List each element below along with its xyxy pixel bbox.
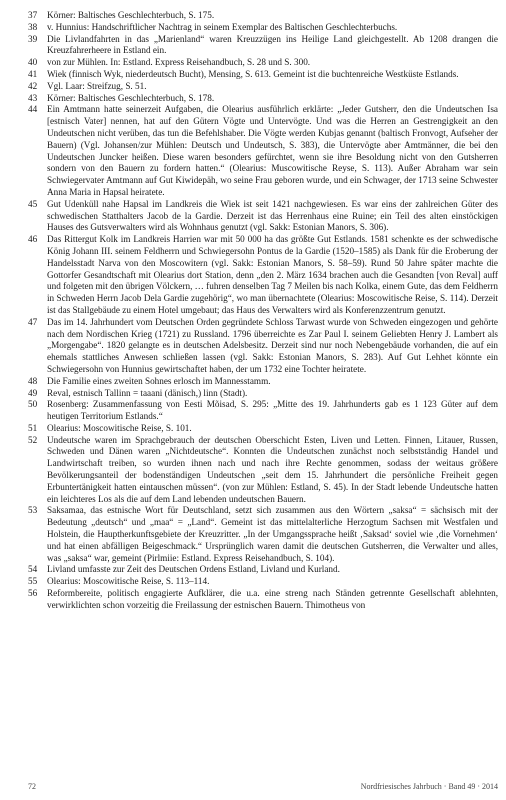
- endnote-number: 41: [28, 68, 38, 79]
- endnote-number: 40: [28, 57, 38, 68]
- endnote-text: Saksamaa, das estnische Wort für Deutschland, setzt sich zusammen aus den Wörtern „saksa“ = sächsisch mit der Bedeutung „deutsch“ und „maa“ = „Land“. Gemeint ist das mittelalterliche Herzogtum Sachsen mit Westfalen und Holstein, die Hauptherkunftsgebiete der Kreuzritter. „In der Umgangssprache heißt ‚Saksad‘ soviel wie ‚die Vornehmen‘ und hat einen abfälligen Beigeschmack.“ Ursprünglich waren damit die deutschen Gutsherren, die Verwalter und alles, was „saksa“ war, gemeint (Pirlmiie: Estland. Express Reisehandbuch, S. 104).: [47, 505, 498, 563]
- endnote-text: Olearius: Moscowitische Reise, S. 101.: [47, 422, 192, 433]
- endnote-51: [28, 423, 498, 435]
- endnote-number: 55: [28, 576, 38, 587]
- endnote-text: Das Rittergut Kolk im Landkreis Harrien war mit 50 000 ha das größte Gut Estlands. 1581 schenkte es der schwedische König Johann III. seinem Feldherrn und Schwiegersohn Pontus de la Gardie (1520–1585) als Dank für die Eroberung der Handelsstadt Narva von den Moscowitern (vgl. Sakk: Estonian Manors, S. 58–59). Rund 50 Jahre später machte die Gottorfer Gesandtschaft mit Olearius dort Station, denn „den 2. März 1634 brachen auch die Gesandten [von Reval] auff und folgeten mit den übrigen Völckern, … fuhren denselben Tag 7 Meilen bis nach Kolka, einem Gute, das dem Feldherrn in Schweden Herrn Jacob Dela Gardie zugehörig“, wo man übernachtete (Olearius: Moscowitische Reise, S. 114). Derzeit ist das Stallgebäude zu einem Hotel umgebaut; das Haus des Verwalters wird als Konferenzzentrum genutzt.: [47, 234, 498, 315]
- endnote-text: Das im 14. Jahrhundert vom Deutschen Orden gegründete Schloss Tarwast wurde von Schweden eingezogen und gehörte nach dem Nordischen Krieg (1721) zu Russland. 1796 überreichte es Zar Paul I. seinem Geliebten Henry J. Lambert als „Morgengabe“. 1820 gelangte es in deutschen Adelsbesitz. Derzeit sind nur noch Nebengebäude vorhanden, die auf ein ehemals stattliches Anwesen schließen lassen (vgl. Sakk: Estonian Manors, S. 283). Auf Gut Lehhet könnte ein Schwiegersohn von Hunnius gewirtschaftet haben, der um 1732 eine Tochter heiratete.: [47, 316, 498, 374]
- endnote-number: 45: [28, 198, 38, 209]
- endnote-number: 56: [28, 588, 38, 599]
- endnote-text: Vgl. Laar: Streifzug, S. 51.: [47, 80, 147, 91]
- endnote-50: [28, 399, 498, 423]
- endnote-49: [28, 388, 498, 400]
- endnote-40: [28, 57, 498, 69]
- endnote-47: [28, 317, 498, 376]
- endnote-number: 43: [28, 92, 38, 103]
- endnote-text: Undeutsche waren im Sprachgebrauch der deutschen Oberschicht Esten, Liven und Letten. Finnen, Litauer, Russen, Schweden und Dänen waren „Nichtdeutsche“. Konnten die Undeutschen zunächst noch selbstständig Handel und Landwirtschaft treiben, so wurden ihnen nach und nach ihre Rechte genommen, sodass der weitaus größere Bevölkerungsanteil der bodenständigen Undeutschen „seit dem 15. Jahrhundert die persönliche Freiheit gegen Erbuntertänigkeit hatten eintauschen müssen“. (von zur Mühlen: Estland, S. 45). In der Stadt lebende Undeutsche hatten ein leichteres Los als die auf dem Land lebenden undeutschen Bauern.: [47, 434, 498, 504]
- endnote-41: [28, 69, 498, 81]
- endnote-number: 44: [28, 104, 38, 115]
- endnote-number: 52: [28, 434, 38, 445]
- endnote-48: [28, 376, 498, 388]
- endnote-text: von zur Mühlen. In: Estland. Express Reisehandbuch, S. 28 und S. 300.: [47, 57, 311, 68]
- page-number: 72: [28, 782, 36, 791]
- endnote-45: [28, 199, 498, 234]
- endnote-text: Gut Udenküll nahe Hapsal im Landkreis die Wiek ist seit 1421 nachgewiesen. Es war eins der zahlreichen Güter des schwedischen Statthalters Jacob de la Gardie. Derzeit ist das Herrenhaus eine Ruine; ein Teil des alten einstöckigen Hauses des Gutsverwalters wird als Wohnhaus genutzt (vgl. Sakk: Estonian Manors, S. 306).: [47, 198, 498, 233]
- journal-reference: Nordfriesisches Jahrbuch · Band 49 · 2014: [360, 782, 498, 791]
- endnote-54: [28, 564, 498, 576]
- endnote-number: 49: [28, 387, 38, 398]
- endnote-number: 54: [28, 564, 38, 575]
- endnote-text: Körner: Baltisches Geschlechterbuch, S. 175.: [47, 10, 215, 20]
- endnote-text: Reformbereite, politisch engagierte Aufklärer, die u.a. eine streng nach Ständen getrennte Gesellschaft ablehnten, verwirklichten schon vorzeitig die Freilassung der estnischen Bauern. Thimotheus von: [47, 588, 498, 610]
- endnote-text: Körner: Baltisches Geschlechterbuch, S. 178.: [47, 92, 215, 103]
- endnote-text: Die Familie eines zweiten Sohnes erlosch im Mannesstamm.: [47, 375, 271, 386]
- endnote-number: 51: [28, 422, 38, 433]
- endnote-number: 47: [28, 316, 38, 327]
- endnote-52: [28, 435, 498, 506]
- endnote-38: [28, 22, 498, 34]
- endnote-text: Olearius: Moscowitische Reise, S. 113–114.: [47, 576, 210, 587]
- endnote-43: [28, 93, 498, 105]
- endnote-text: Die Livlandfahrten in das „Marienland“ waren Kreuzzügen ins Heilige Land gleichgestellt. Ab 1208 drangen die Kreuzfahrerheere in Estland ein.: [47, 33, 498, 56]
- endnote-53: [28, 505, 498, 564]
- endnote-55: [28, 576, 498, 588]
- endnote-text: Livland umfasste zur Zeit des Deutschen Ordens Estland, Livland und Kurland.: [47, 564, 340, 575]
- endnotes-list: [28, 10, 498, 612]
- endnote-44: [28, 104, 498, 198]
- endnote-number: 46: [28, 234, 38, 245]
- endnote-number: 50: [28, 399, 38, 410]
- endnote-42: [28, 81, 498, 93]
- page-footer: [28, 782, 498, 791]
- endnote-number: 42: [28, 80, 38, 91]
- endnote-text: Ein Amtmann hatte seinerzeit Aufgaben, die Olearius ausführlich erklärte: „Jeder Gutsherr, den die Undeutschen Isa [estnisch Vater] nennen, hat auf den Gütern Vögte und Untervögte. Und was die Herren an Gestrengigkeit an den Undeutschen nicht verüben, das tun die Befehlshaber. Die Vögte werden Kubjas genannt (baltisch Fronvogt, Aufseher der Bauern) (Vgl. Johansen/zur Mühlen: Deutsch und Undeutsch, S. 383), die Untervögte aber Amtmänner, die bei den Undeutschen Juncker heißen. Diese waren besonders gefürchtet, wenn sie ihre Besoldung nicht von den Gutsherren sondern von den Bauern zu fordern hatten.“ (Olearius: Muscowitische Reyse, S. 113). Außer Abraham war sein Schwiegervater Amtmann auf Gut Kiwidepäh, wo seine Frau geboren wurde, und ein Schwager, der 1713 seine Schwester Anna Maria in Hapsal heiratete.: [47, 104, 498, 197]
- endnote-56: [28, 588, 498, 612]
- endnote-39: [28, 34, 498, 58]
- endnote-text: Reval, estnisch Tallinn = taaani (dänisch,) linn (Stadt).: [47, 387, 248, 398]
- endnote-text: Wiek (finnisch Wyk, niederdeutsch Bucht), Mensing, S. 613. Gemeint ist die buchtenreiche Westküste Estlands.: [47, 68, 459, 79]
- endnote-number: 48: [28, 375, 38, 386]
- endnote-number: 38: [28, 21, 38, 32]
- endnote-number: 39: [28, 33, 38, 44]
- endnote-number: 53: [28, 505, 38, 516]
- endnote-46: [28, 234, 498, 317]
- endnote-text: v. Hunnius: Handschriftlicher Nachtrag in seinem Exemplar des Baltischen Geschlechterbuchs.: [47, 21, 398, 32]
- endnote-text: Rosenberg: Zusammenfassung von Eesti Mõisad, S. 295: „Mitte des 19. Jahrhunderts gab es 1 123 Güter auf dem heutigen Territorium Estlands.“: [47, 399, 498, 422]
- endnote-number: 37: [28, 10, 38, 20]
- endnote-37: [28, 10, 498, 22]
